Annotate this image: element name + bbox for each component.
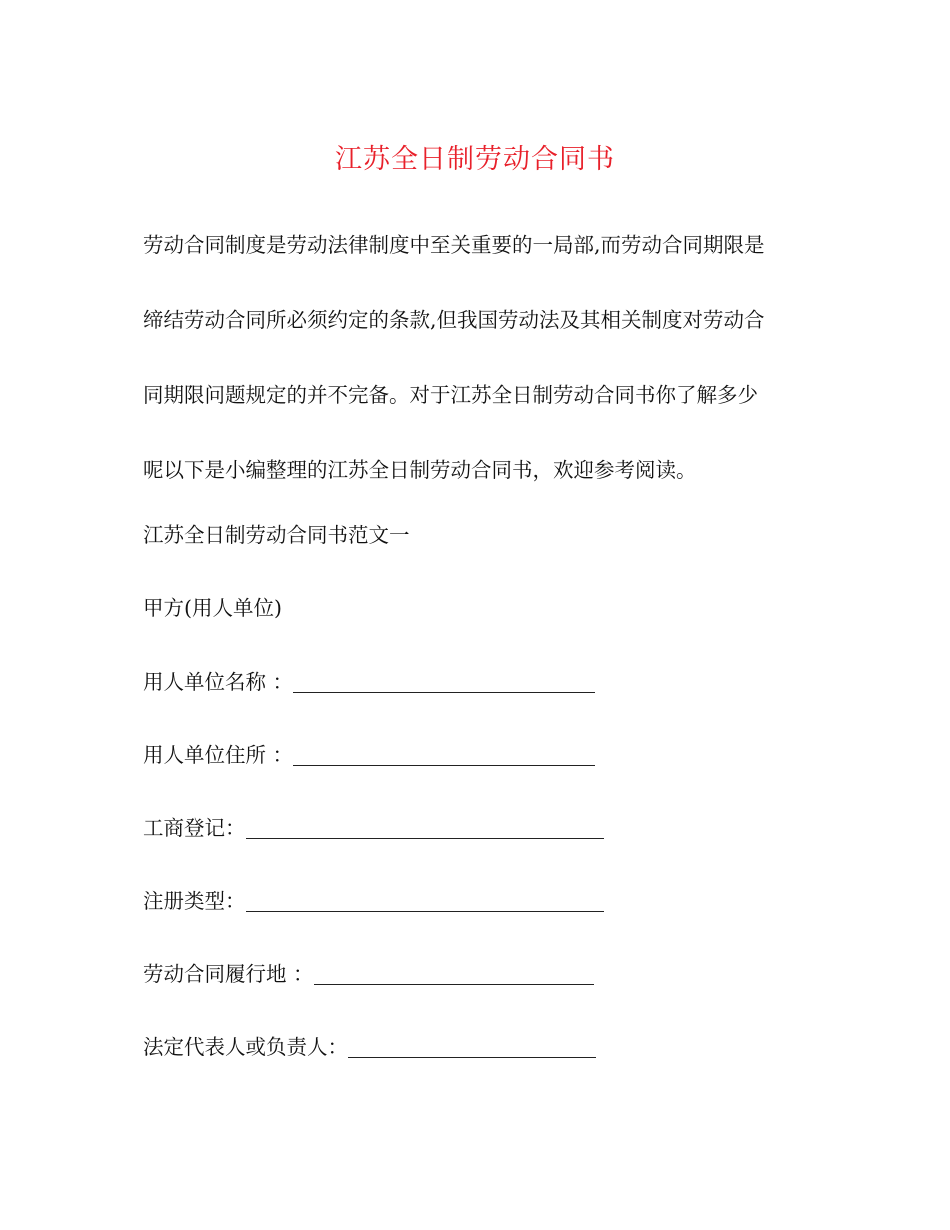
intro-line: 呢以下是小编整理的江苏全日制劳动合同书，欢迎参考阅读。: [143, 458, 697, 482]
field-label: 劳动合同履行地 ：: [143, 962, 314, 986]
intro-line: 缔结劳动合同所必须约定的条款,但我国劳动法及其相关制度对劳动合: [143, 308, 765, 332]
blank-line[interactable]: [293, 764, 595, 766]
field-employer-name: [143, 667, 595, 697]
party-a-heading: 甲方(用人单位): [143, 596, 282, 620]
blank-line[interactable]: [246, 837, 604, 839]
blank-line[interactable]: [293, 691, 595, 693]
blank-line[interactable]: [246, 910, 604, 912]
intro-line: 劳动合同制度是劳动法律制度中至关重要的一局部,而劳动合同期限是: [143, 233, 765, 257]
field-label: 用人单位住所 ：: [143, 743, 294, 767]
blank-line[interactable]: [314, 983, 594, 985]
field-label: 法定代表人或负责人：: [143, 1035, 348, 1059]
section-heading: 江苏全日制劳动合同书范文一: [143, 523, 410, 547]
field-employer-address: [143, 740, 595, 770]
field-registration-type: [143, 886, 604, 916]
field-legal-representative: [143, 1032, 596, 1062]
document-title: 江苏全日制劳动合同书: [335, 144, 615, 175]
field-performance-location: [143, 959, 594, 989]
blank-line[interactable]: [348, 1056, 596, 1058]
intro-paragraph: [143, 225, 823, 525]
field-business-registration: [143, 813, 604, 843]
intro-line: 同期限问题规定的并不完备。对于江苏全日制劳动合同书你了解多少: [143, 383, 758, 407]
field-label: 用人单位名称 ：: [143, 670, 294, 694]
field-label: 工商登记：: [143, 816, 246, 840]
field-label: 注册类型：: [143, 889, 246, 913]
